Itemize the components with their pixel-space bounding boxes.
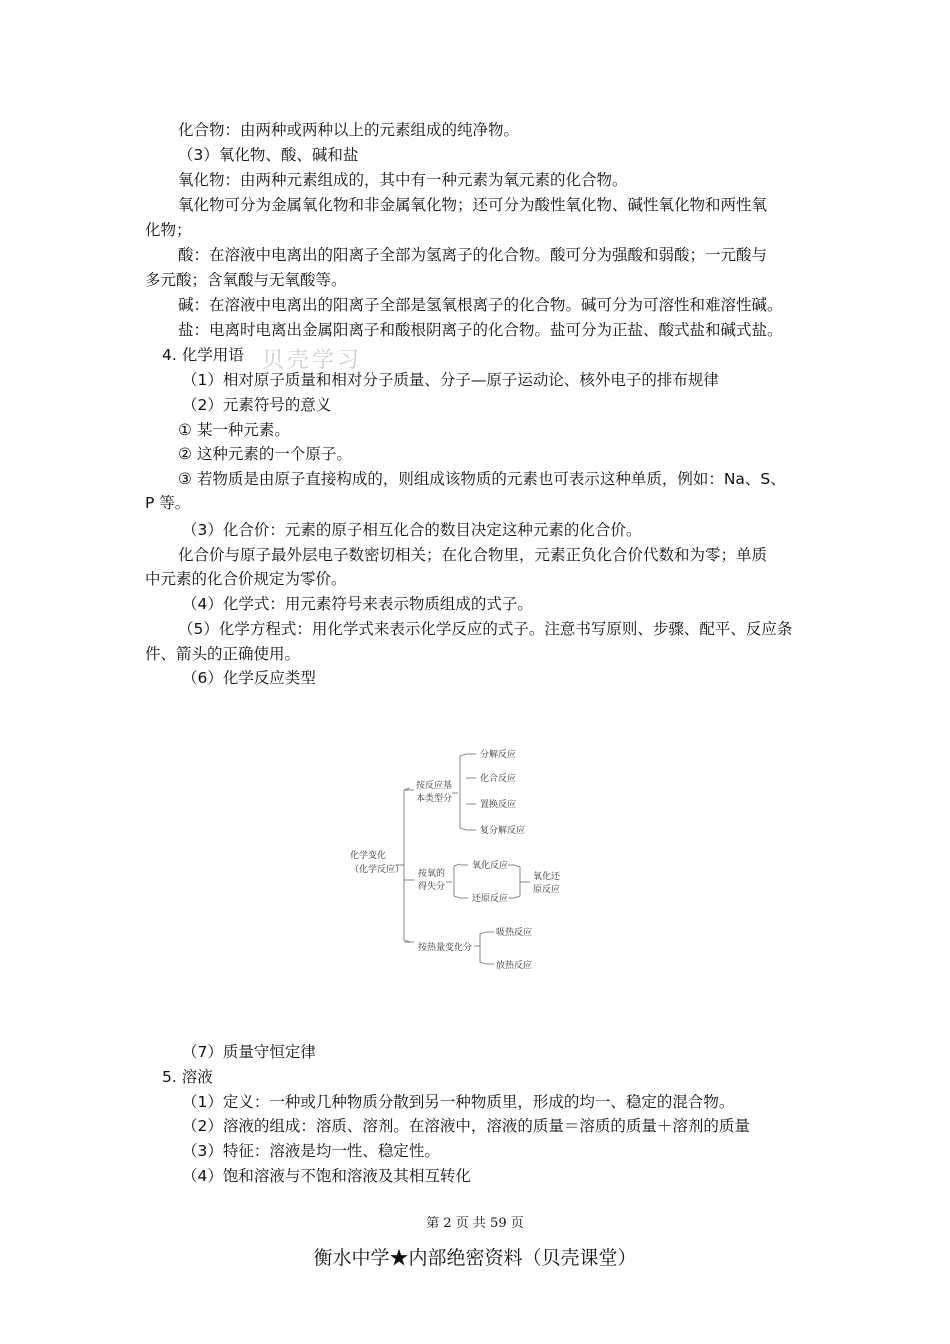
diagram-item: 还原反应 [472, 894, 509, 904]
text-line: （3）特征：溶液是均一性、稳定性。 [182, 1142, 440, 1160]
diagram-group2-sub: 得失分 [418, 882, 446, 892]
text-line: ① 某一种元素。 [178, 421, 290, 439]
text-line: （2）溶液的组成：溶质、溶剂。在溶液中，溶液的质量＝溶质的质量＋溶剂的质量 [182, 1117, 750, 1135]
diagram-item: 化合反应 [480, 774, 517, 784]
text-line: 中元素的化合价规定为零价。 [145, 570, 347, 588]
text-line: 酸：在溶液中电离出的阳离子全部为氢离子的化合物。酸可分为强酸和弱酸；一元酸与 [178, 246, 768, 264]
diagram-group2: 按氧的 [418, 869, 446, 879]
text-line: （4）饱和溶液与不饱和溶液及其相互转化 [182, 1167, 471, 1185]
text-line: （6）化学反应类型 [182, 669, 316, 687]
text-line: ② 这种元素的一个原子。 [178, 445, 352, 463]
diagram-item: 分解反应 [480, 750, 517, 760]
section-heading: 5. 溶液 [162, 1068, 213, 1086]
text-line: 化物； [145, 221, 192, 239]
page-number: 第 2 页 共 59 页 [426, 1216, 524, 1231]
text-line: （3）氧化物、酸、碱和盐 [178, 146, 359, 164]
diagram-group1: 按反应基 [416, 781, 453, 791]
text-line: 盐：电离时电离出金属阳离子和酸根阴离子的化合物。盐可分为正盐、酸式盐和碱式盐。 [178, 321, 783, 339]
text-line: 化合物：由两种或两种以上的元素组成的纯净物。 [178, 121, 520, 139]
watermark: 贝壳学习 [262, 348, 363, 373]
diagram-item: 置换反应 [480, 800, 517, 810]
diagram-root-sub: （化学反应） [350, 865, 405, 875]
text-line: 氧化物：由两种元素组成的，其中有一种元素为氧元素的化合物。 [178, 171, 628, 189]
text-line: 氧化物可分为金属氧化物和非金属氧化物；还可分为酸性氧化物、碱性氧化物和两性氧 [178, 196, 768, 214]
text-line: 件、箭头的正确使用。 [145, 645, 301, 663]
text-line: （1）相对原子质量和相对分子质量、分子—原子运动论、核外电子的排布规律 [182, 371, 719, 389]
diagram-item: 复分解反应 [480, 826, 526, 836]
diagram-item: 吸热反应 [496, 928, 533, 938]
text-line: （4）化学式：用元素符号来表示物质组成的式子。 [182, 595, 533, 613]
diagram-item: 放热反应 [496, 961, 533, 971]
diagram-item: 氧化反应 [472, 861, 509, 871]
text-line: 碱：在溶液中电离出的阳离子全部是氢氧根离子的化合物。碱可分为可溶性和难溶性碱。 [178, 296, 783, 314]
text-line: 多元酸；含氧酸与无氧酸等。 [145, 271, 347, 289]
text-line: （5）化学方程式：用化学式来表示化学反应的式子。注意书写原则、步骤、配平、反应条 [178, 620, 793, 638]
diagram-result-sub: 原反应 [533, 885, 561, 895]
text-line: （7）质量守恒定律 [182, 1043, 316, 1061]
document-source: 衡水中学★内部绝密资料（贝壳课堂） [313, 1247, 637, 1269]
text-line: P 等。 [145, 494, 191, 512]
text-line: （3）化合价：元素的原子相互化合的数目决定这种元素的化合价。 [182, 521, 642, 539]
text-line: （1）定义：一种或几种物质分散到另一种物质里，形成的均一、稳定的混合物。 [182, 1093, 735, 1111]
text-line: 化合价与原子最外层电子数密切相关；在化合物里，元素正负化合价代数和为零；单质 [178, 546, 768, 564]
text-line: ③ 若物质是由原子直接构成的，则组成该物质的元素也可表示这种单质，例如：Na、S、 [178, 470, 786, 488]
diagram-root: 化学变化 [350, 851, 387, 861]
diagram-result: 氧化还 [533, 872, 561, 882]
diagram-group3: 按热量变化分 [418, 943, 473, 953]
diagram-group1-sub: 本类型分 [416, 794, 453, 804]
section-heading: 4. 化学用语 [162, 346, 244, 364]
text-line: （2）元素符号的意义 [182, 396, 332, 414]
